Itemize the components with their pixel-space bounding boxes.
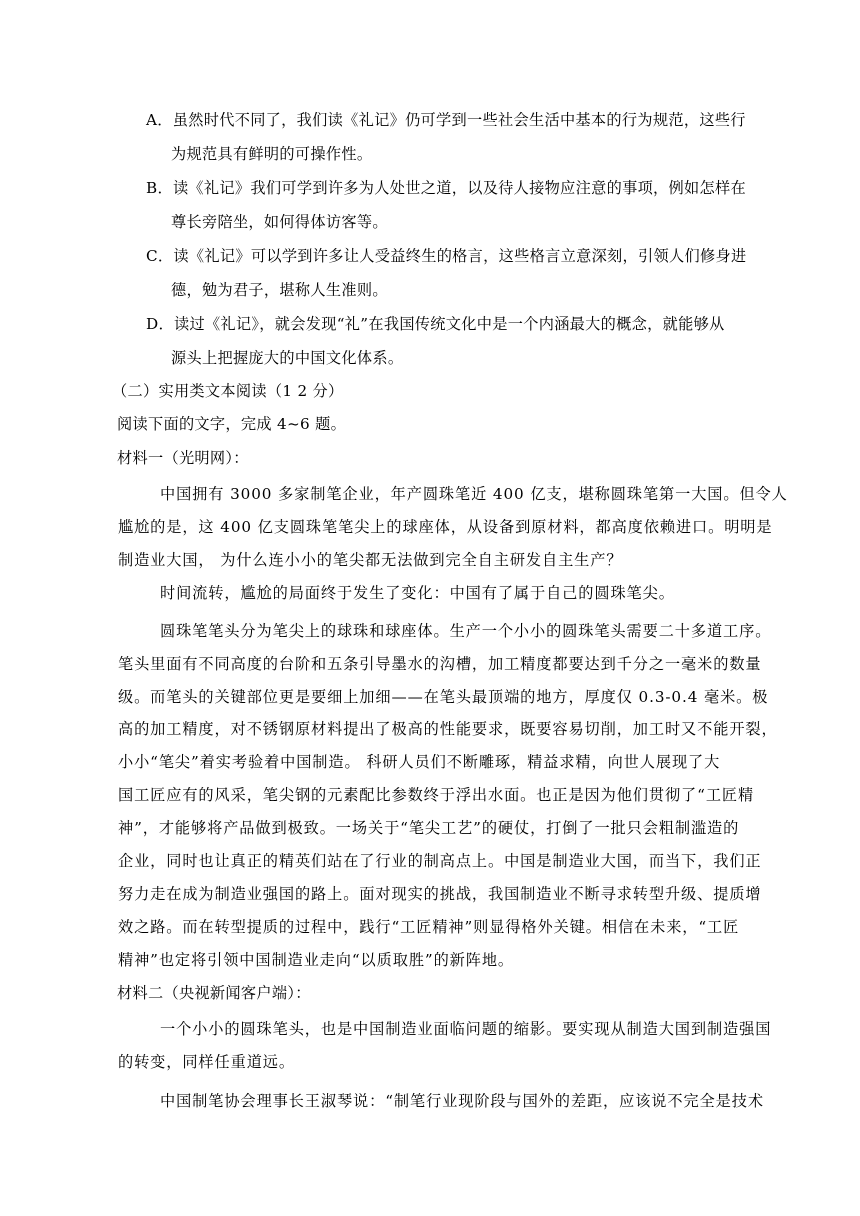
material1-p3-line-8: 企业，同时也让真正的精英们站在了行业的制高点上。中国是制造业大国，而当下，我们正 bbox=[118, 852, 762, 870]
material1-p1-line-2: 尴尬的是，这 400 亿支圆珠笔笔尖上的球座体，从设备到原材料，都高度依赖进口。明明是 bbox=[118, 518, 773, 536]
material2-title: 材料二（央视新闻客户端）： bbox=[117, 984, 311, 1002]
section-heading: （二）实用类文本阅读（1 2 分） bbox=[112, 382, 344, 400]
option-b-line-2: 尊长旁陪坐，如何得体访客等。 bbox=[171, 213, 388, 231]
option-c-line-2: 德，勉为君子，堪称人生准则。 bbox=[171, 281, 388, 299]
material1-p3-line-7: 神”，才能够将产品做到极致。一场关于“笔尖工艺”的硬仗，打倒了一批只会粗制滥造的 bbox=[118, 819, 740, 837]
material1-p3-line-6: 国工匠应有的风采，笔尖钢的元素配比参数终于浮出水面。也正是因为他们贯彻了“工匠精 bbox=[118, 786, 755, 804]
material1-p2-line-1: 时间流转，尴尬的局面终于发生了变化：中国有了属于自己的圆珠笔尖。 bbox=[160, 584, 675, 602]
material1-title: 材料一（光明网）： bbox=[117, 449, 249, 467]
material1-p3-line-10: 效之路。而在转型提质的过程中，践行“工匠精神”则显得格外关键。相信在未来，“工匠 bbox=[118, 918, 740, 936]
option-c-line-1: C．读《礼记》可以学到许多让人受益终生的格言，这些格言立意深刻，引领人们修身进 bbox=[146, 247, 747, 265]
option-a-line-1: A．虽然时代不同了，我们读《礼记》仍可学到一些社会生活中基本的行为规范，这些行 bbox=[146, 111, 746, 129]
material1-p3-line-1: 圆珠笔笔头分为笔尖上的球珠和球座体。生产一个小小的圆珠笔头需要二十多道工序。 bbox=[160, 622, 772, 640]
material2-p1-line-1: 一个小小的圆珠笔头，也是中国制造业面临问题的缩影。要实现从制造大国到制造强国 bbox=[160, 1020, 772, 1038]
instruction: 阅读下面的文字，完成 4~6 题。 bbox=[117, 415, 347, 433]
material1-p3-line-5: 小小“笔尖”着实考验着中国制造。 科研人员们不断雕琢，精益求精，向世人展现了大 bbox=[118, 753, 721, 771]
material1-p3-line-11: 精神”也定将引领中国制造业走向“以质取胜”的新阵地。 bbox=[118, 951, 515, 969]
option-b-line-1: B．读《礼记》我们可学到许多为人处世之道，以及待人接物应注意的事项，例如怎样在 bbox=[146, 179, 746, 197]
option-a-line-2: 为规范具有鲜明的可操作性。 bbox=[171, 145, 373, 163]
material2-p1-line-2: 的转变，同样任重道远。 bbox=[118, 1053, 295, 1071]
material1-p3-line-2: 笔头里面有不同高度的台阶和五条引导墨水的沟槽，加工精度都要达到千分之一毫米的数量 bbox=[118, 655, 762, 673]
material1-p3-line-9: 努力走在成为制造业强国的路上。面对现实的挑战，我国制造业不断寻求转型升级、提质增 bbox=[118, 885, 762, 903]
material1-p3-line-4: 高的加工精度，对不锈钢原材料提出了极高的性能要求，既要容易切削，加工时又不能开裂， bbox=[118, 720, 778, 738]
option-d-line-1: D．读过《礼记》，就会发现“礼”在我国传统文化中是一个内涵最大的概念，就能够从 bbox=[146, 315, 725, 333]
material1-p3-line-3: 级。而笔头的关键部位更是要细上加细——在笔头最顶端的地方，厚度仅 0.3-0.4 毫米。极 bbox=[118, 688, 769, 706]
material2-p2-line-1: 中国制笔协会理事长王淑琴说：“制笔行业现阶段与国外的差距，应该说不完全是技术 bbox=[160, 1092, 764, 1110]
option-d-line-2: 源头上把握庞大的中国文化体系。 bbox=[171, 349, 404, 367]
material1-p1-line-1: 中国拥有 3000 多家制笔企业，年产圆珠笔近 400 亿支，堪称圆珠笔第一大国。但令人 bbox=[160, 485, 788, 503]
material1-p1-line-3: 制造业大国， 为什么连小小的笔尖都无法做到完全自主研发自主生产？ bbox=[118, 551, 623, 569]
